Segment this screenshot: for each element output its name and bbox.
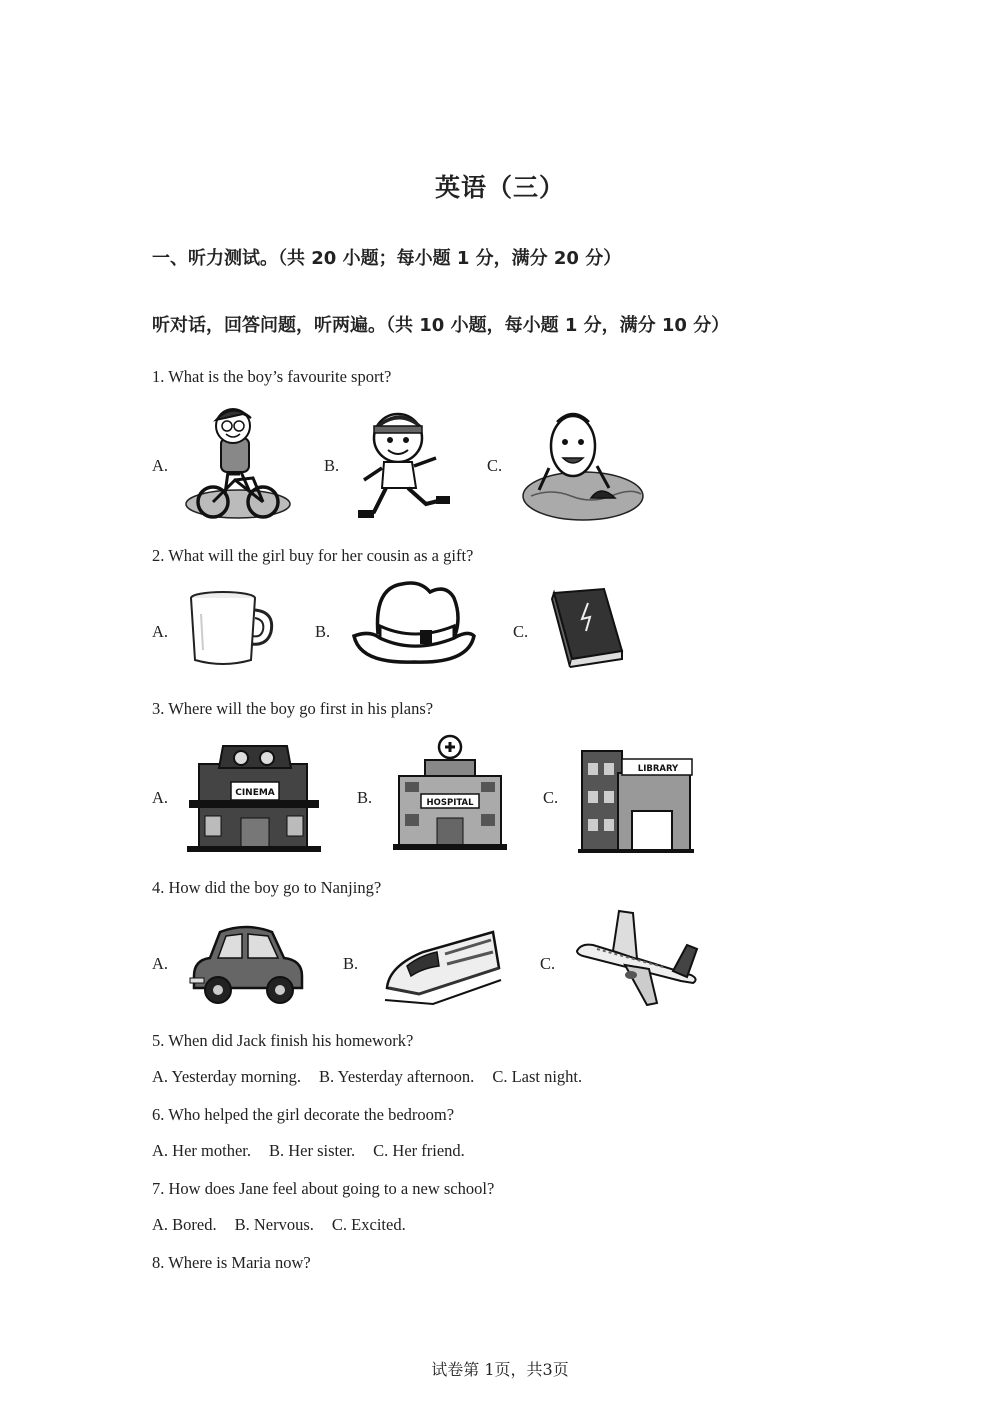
answer-options (152, 1215, 424, 1235)
option-c-label: C. (543, 788, 559, 807)
option-c-label: C. (513, 622, 529, 641)
mug-icon (187, 590, 277, 668)
running-boy-icon (356, 408, 452, 522)
option-b: B. Her sister. (268, 1141, 356, 1160)
page-title: 英语（三） (434, 173, 565, 202)
hospital-sign: HOSPITAL (426, 798, 474, 808)
option-b: B. Yesterday afternoon. (318, 1067, 475, 1086)
question-7: 7. How does Jane feel about going to a new school? (152, 1179, 495, 1198)
section-heading: 一、听力测试。（共 20 小题；每小题 1 分，满分 20 分） (152, 248, 622, 269)
option-c: C. Last night. (492, 1067, 583, 1086)
cinema-sign: CINEMA (235, 788, 275, 798)
car-icon (186, 922, 308, 1006)
option-a-label: A. (152, 622, 169, 641)
train-icon (383, 930, 503, 1006)
book-icon (548, 587, 626, 669)
option-c-label: C. (487, 456, 503, 475)
answer-options (152, 1141, 483, 1161)
answer-options (152, 1067, 600, 1087)
option-b-label: B. (324, 456, 340, 475)
option-a-label: A. (152, 954, 169, 973)
option-b: B. Nervous. (234, 1215, 314, 1234)
option-b-label: B. (343, 954, 359, 973)
option-c-label: C. (540, 954, 556, 973)
question-3: 3. Where will the boy go first in his plans? (152, 699, 434, 718)
question-2: 2. What will the girl buy for her cousin as a gift? (152, 546, 474, 565)
cycling-boy-icon (183, 404, 293, 522)
question-4: 4. How did the boy go to Nanjing? (152, 878, 382, 897)
option-c: C. Excited. (331, 1215, 406, 1234)
part-instruction: 听对话，回答问题，听两遍。（共 10 小题，每小题 1 分，满分 10 分） (152, 315, 730, 336)
cinema-icon (187, 744, 321, 852)
option-a-label: A. (152, 788, 169, 807)
option-b-label: B. (357, 788, 373, 807)
question-8: 8. Where is Maria now? (152, 1253, 311, 1272)
plane-icon (573, 909, 703, 1007)
option-a: A. Her mother. (152, 1141, 251, 1160)
option-a: A. Bored. (152, 1215, 217, 1234)
page-footer: 试卷第 1页，共3页 (431, 1360, 569, 1379)
option-b-label: B. (315, 622, 331, 641)
option-a: A. Yesterday morning. (152, 1067, 301, 1086)
option-a-label: A. (152, 456, 169, 475)
hat-icon (350, 578, 478, 664)
question-6: 6. Who helped the girl decorate the bedroom? (152, 1105, 455, 1124)
swimming-man-icon (521, 402, 647, 522)
question-5: 5. When did Jack finish his homework? (152, 1031, 414, 1050)
option-c: C. Her friend. (373, 1141, 465, 1160)
library-sign: LIBRARY (637, 764, 679, 774)
library-icon (578, 747, 694, 853)
hospital-icon (393, 734, 507, 852)
question-1: 1. What is the boy’s favourite sport? (152, 367, 392, 386)
